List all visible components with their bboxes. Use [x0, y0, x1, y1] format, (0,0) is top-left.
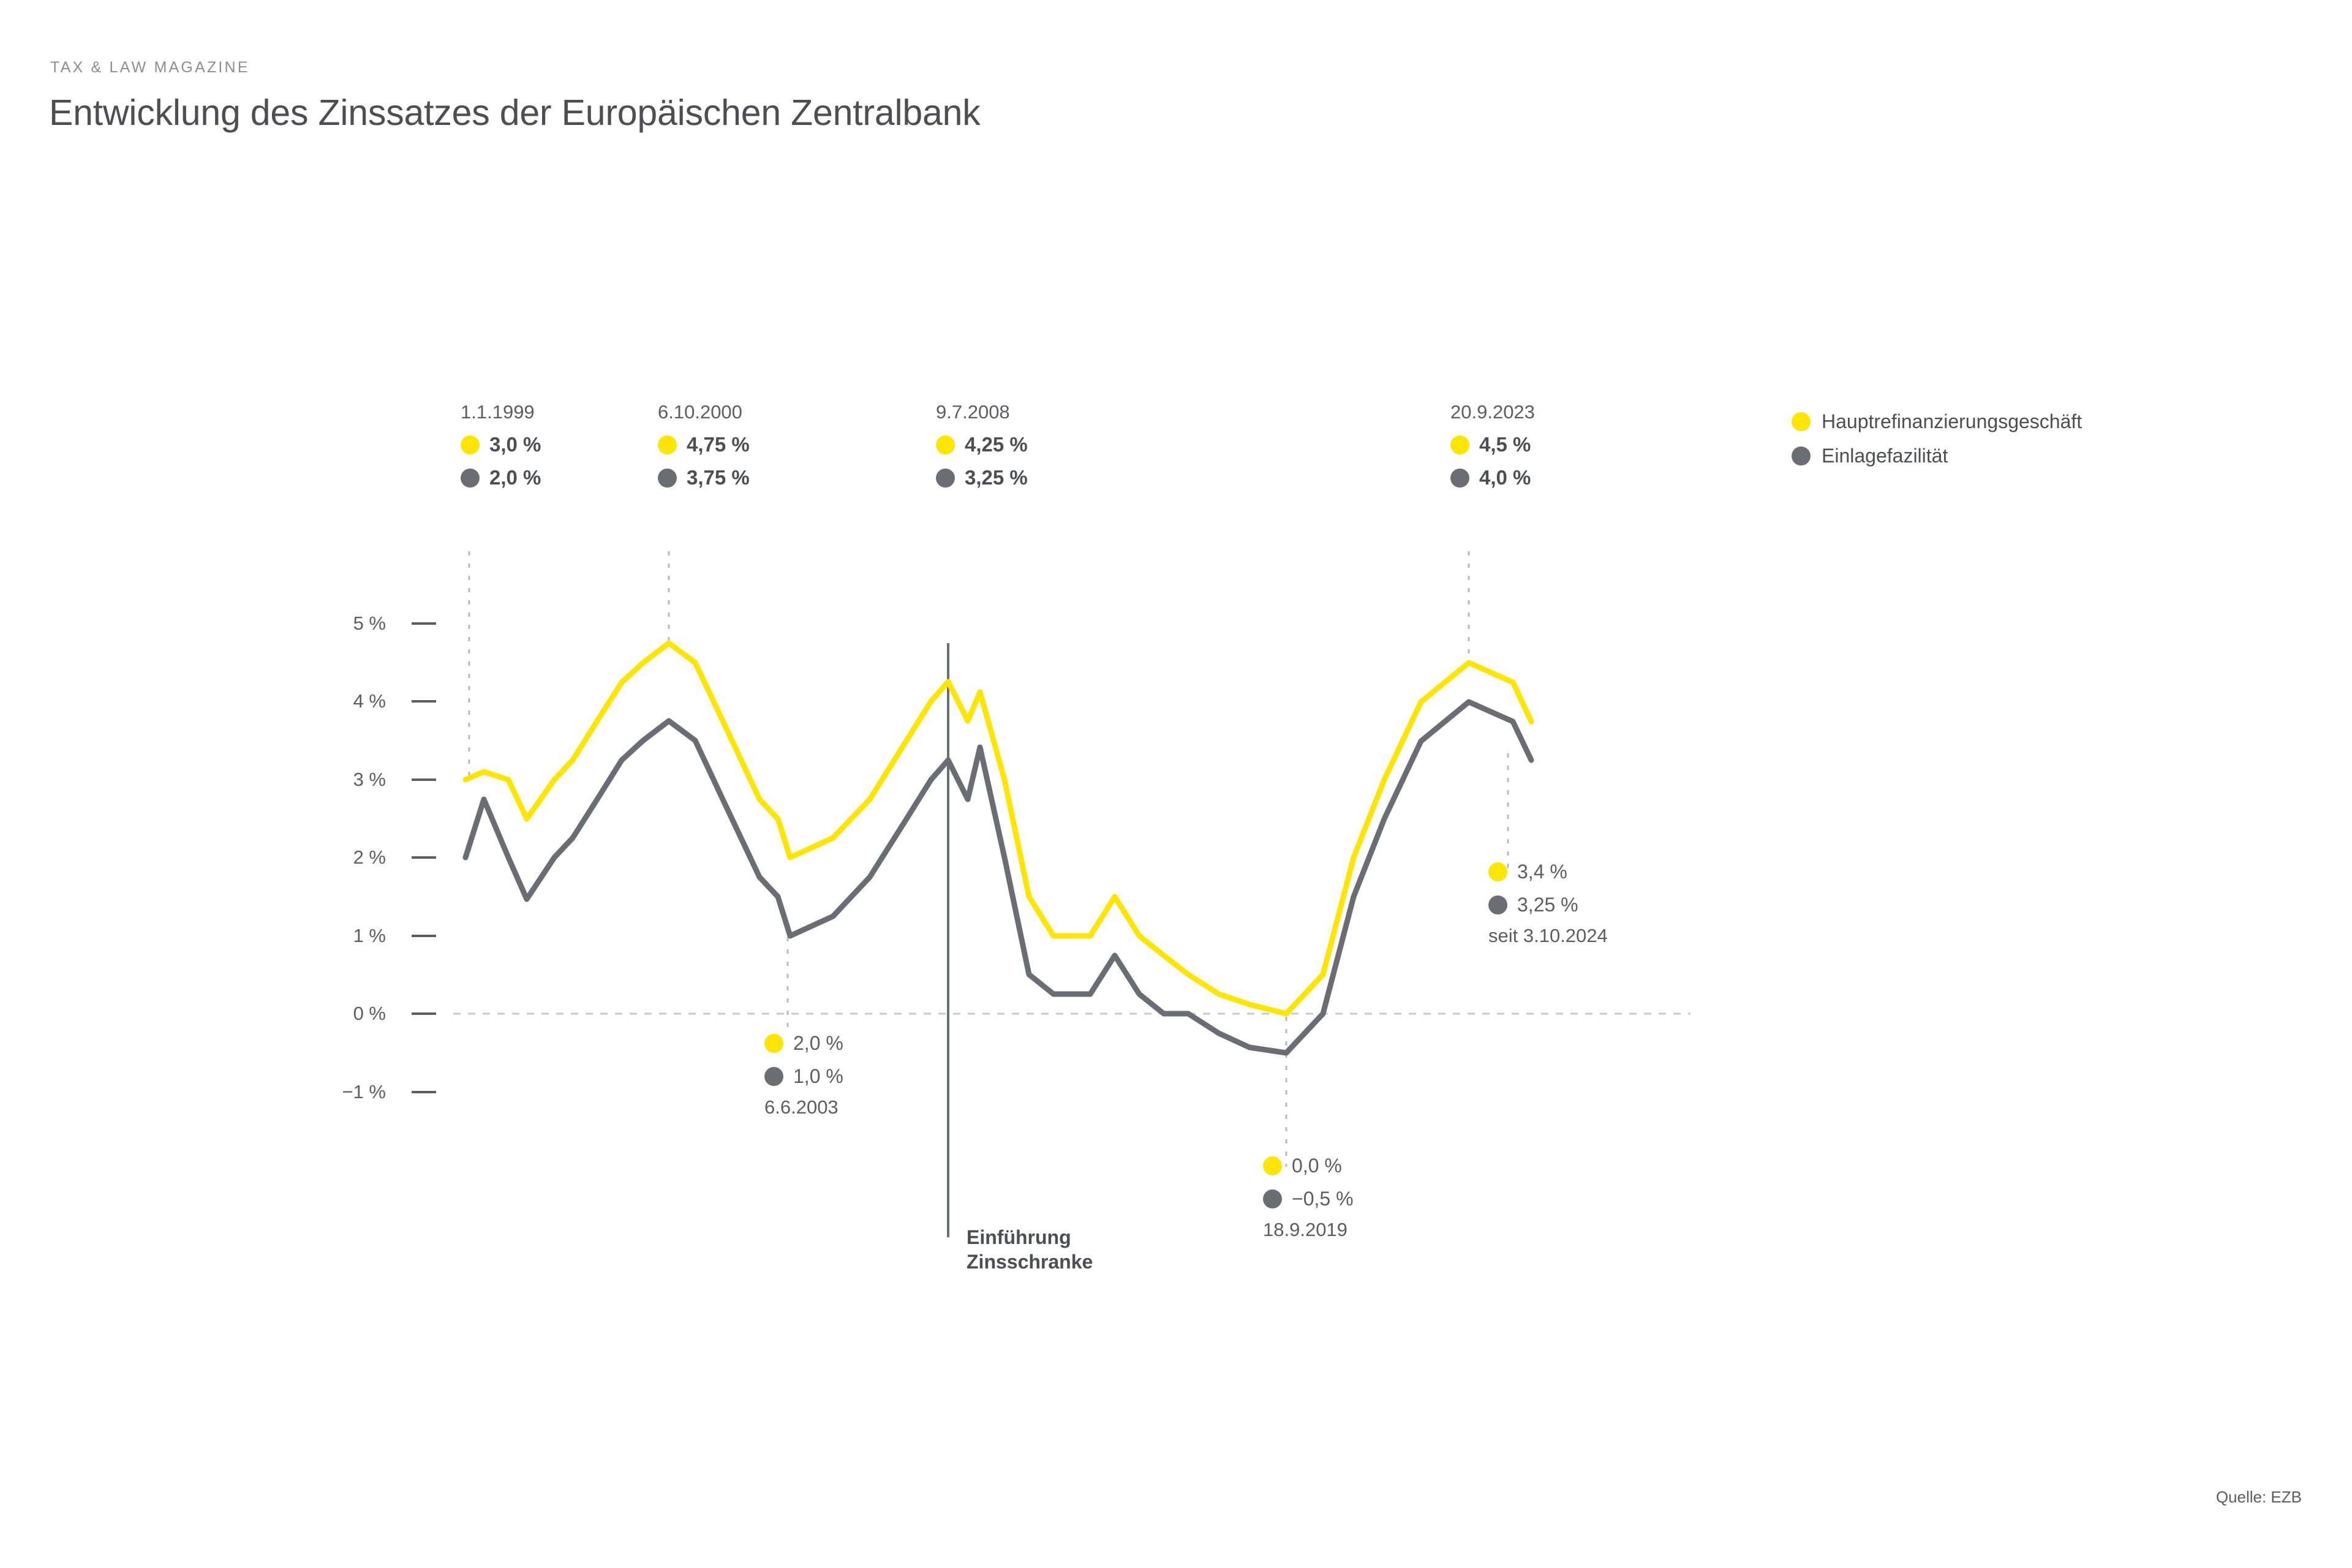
callout-main-row — [1263, 1152, 1354, 1180]
chart-legend — [1792, 404, 2082, 473]
callout-deposit-value: 3,25 % — [1517, 893, 1578, 916]
series-dot-main-icon — [936, 435, 955, 454]
zinsschranke-line-2: Zinsschranke — [967, 1251, 1093, 1273]
callout-deposit-row — [1450, 464, 1535, 492]
legend-item-hauptrefinanzierung — [1792, 404, 2082, 439]
callout-deposit-value: 2,0 % — [489, 466, 541, 489]
y-tick-4: 4 % — [353, 690, 386, 712]
kicker-label: TAX & LAW MAGAZINE — [50, 59, 250, 76]
callout-date: 6.10.2000 — [658, 401, 742, 423]
callout-deposit-row — [1488, 891, 1608, 919]
callout-main-row — [936, 431, 1028, 459]
callout-2000 — [658, 401, 750, 497]
series-dot-main-icon — [764, 1034, 783, 1053]
callout-main-value: 4,25 % — [965, 433, 1028, 456]
callout-2019 — [1263, 1152, 1354, 1241]
callout-2023 — [1450, 401, 1535, 497]
callout-deposit-row — [658, 464, 750, 492]
series-dot-deposit-icon — [461, 469, 480, 488]
series-dot-deposit-icon — [1488, 895, 1507, 914]
callout-deposit-row — [1263, 1185, 1354, 1213]
legend-dot-main-icon — [1792, 412, 1811, 431]
callout-main-value: 0,0 % — [1292, 1154, 1342, 1177]
callout-main-row — [658, 431, 750, 459]
callout-date: 9.7.2008 — [936, 401, 1010, 423]
series-dot-deposit-icon — [1450, 469, 1469, 488]
callout-date: 6.6.2003 — [764, 1096, 839, 1118]
callout-deposit-value: 4,0 % — [1479, 466, 1531, 489]
callout-deposit-row — [936, 464, 1028, 492]
callout-2008 — [936, 401, 1028, 497]
legend-label: Hauptrefinanzierungsgeschäft — [1822, 410, 2082, 432]
callout-main-row — [1488, 858, 1608, 886]
series-dot-main-icon — [1263, 1156, 1282, 1175]
legend-label: Einlagefazilität — [1822, 444, 1948, 467]
callout-date: 20.9.2023 — [1450, 401, 1535, 423]
series-dot-main-icon — [461, 435, 480, 454]
page-title: Entwicklung des Zinssatzes der Europäischen Zentralbank — [49, 92, 981, 133]
callout-date: 18.9.2019 — [1263, 1219, 1348, 1240]
legend-dot-deposit-icon — [1792, 447, 1811, 466]
callout-date: 1.1.1999 — [461, 401, 535, 423]
y-tick-0: 0 % — [353, 1003, 386, 1024]
series-dot-deposit-icon — [1263, 1189, 1282, 1208]
callout-deposit-row — [764, 1062, 843, 1090]
source-note: Quelle: EZB — [2215, 1488, 2302, 1506]
y-tick-marks — [412, 624, 436, 1092]
series-dot-deposit-icon — [936, 469, 955, 488]
y-tick-3: 3 % — [353, 769, 386, 790]
y-tick-1: 1 % — [353, 925, 386, 946]
callout-2003 — [764, 1029, 843, 1118]
callout-deposit-value: 3,25 % — [965, 466, 1028, 489]
callout-main-value: 4,75 % — [687, 433, 750, 456]
callout-main-value: 3,4 % — [1517, 860, 1567, 883]
callout-deposit-value: 1,0 % — [793, 1065, 843, 1087]
callout-main-value: 4,5 % — [1479, 433, 1531, 456]
callout-main-row — [764, 1029, 843, 1057]
callout-main-row — [461, 431, 541, 459]
callout-1999 — [461, 401, 541, 497]
callout-2024 — [1488, 858, 1608, 947]
callout-deposit-row — [461, 464, 541, 492]
callout-main-row — [1450, 431, 1535, 459]
series-dot-deposit-icon — [658, 469, 677, 488]
y-tick-2: 2 % — [353, 846, 386, 868]
legend-item-einlagefazilitaet — [1792, 439, 2082, 473]
y-tick-minus1: −1 % — [342, 1081, 386, 1102]
zinsschranke-line-1: Einführung — [967, 1226, 1071, 1248]
callout-deposit-value: −0,5 % — [1292, 1187, 1354, 1210]
callout-main-value: 2,0 % — [793, 1031, 843, 1054]
callout-deposit-value: 3,75 % — [687, 466, 750, 489]
series-dot-main-icon — [1450, 435, 1469, 454]
series-dot-main-icon — [1488, 862, 1507, 881]
y-tick-5: 5 % — [353, 612, 386, 634]
callout-main-value: 3,0 % — [489, 433, 541, 456]
callout-date: seit 3.10.2024 — [1488, 925, 1608, 946]
series-dot-main-icon — [658, 435, 677, 454]
zinsschranke-annotation — [967, 1225, 1093, 1274]
series-dot-deposit-icon — [764, 1067, 783, 1086]
